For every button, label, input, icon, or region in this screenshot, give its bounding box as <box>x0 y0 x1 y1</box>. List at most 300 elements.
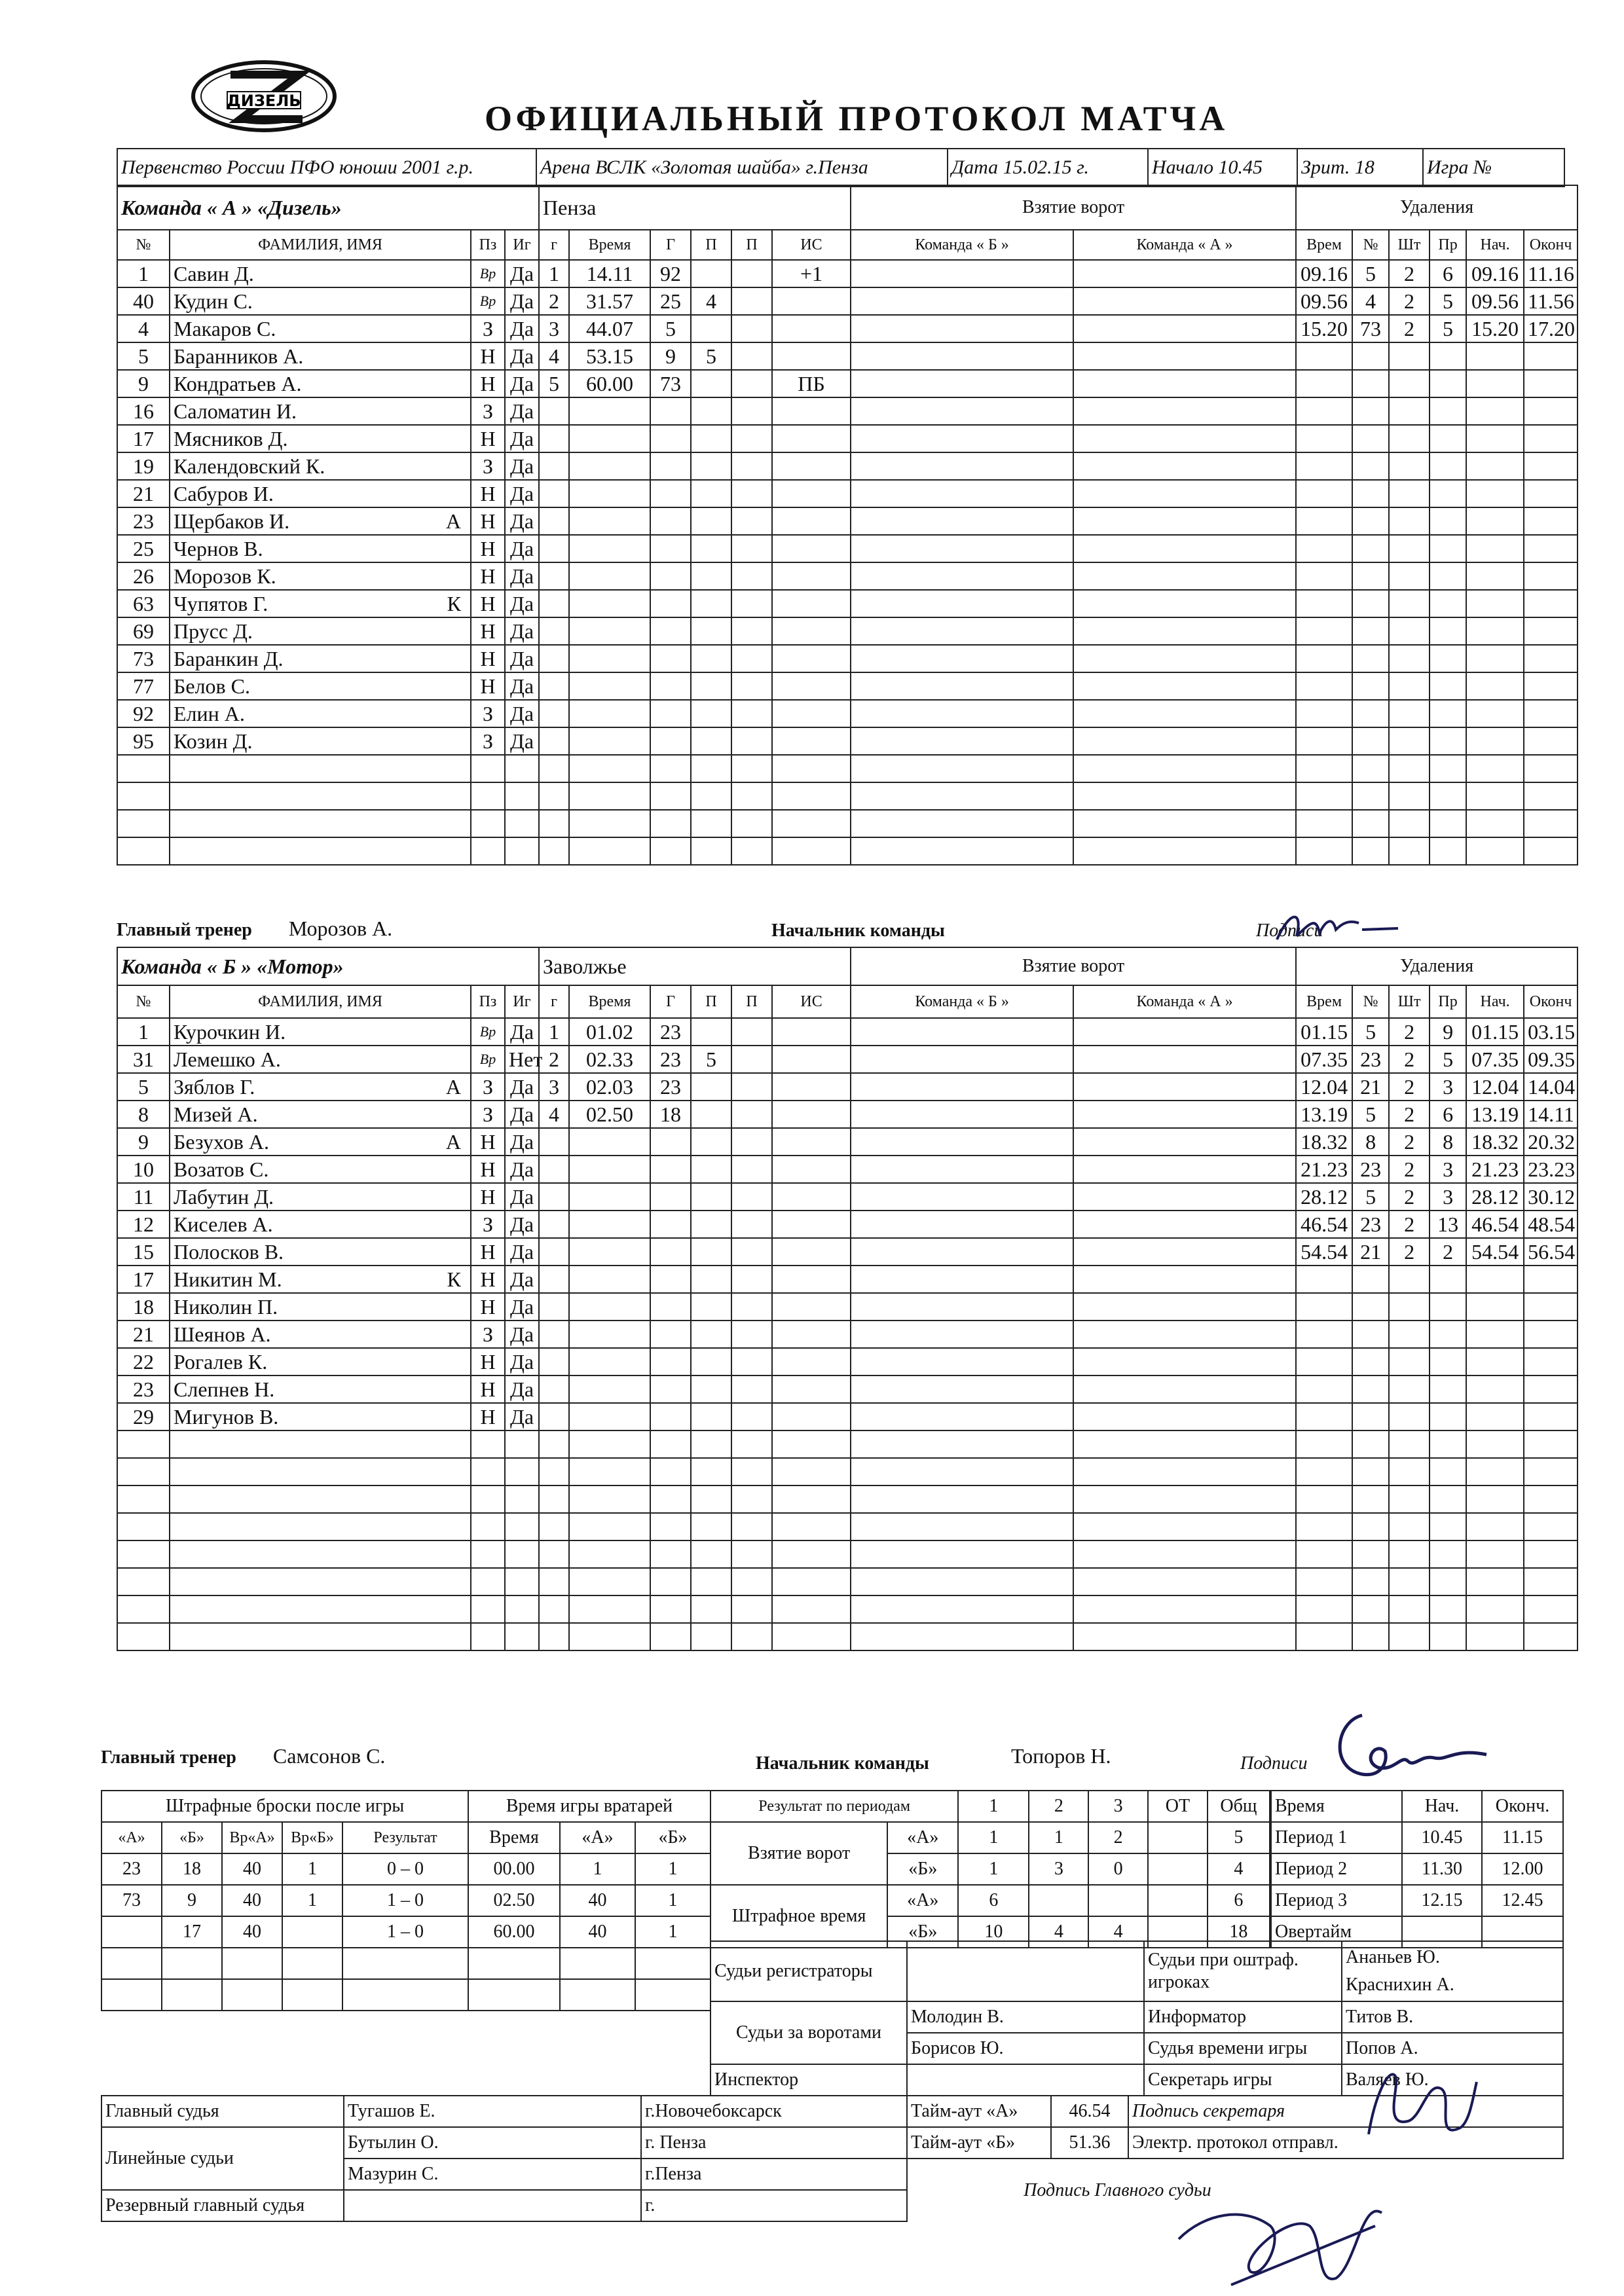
player-played <box>505 1485 539 1513</box>
goals-team-b-cell <box>851 287 1073 315</box>
player-played: Да <box>505 1293 539 1321</box>
goal-is <box>772 1046 851 1073</box>
goal-n <box>539 425 569 452</box>
penalty-end <box>1524 507 1578 535</box>
player-number: 16 <box>117 397 170 425</box>
player-number: 63 <box>117 590 170 617</box>
player-name-cell <box>170 1321 471 1348</box>
player-number: 1 <box>117 1018 170 1046</box>
goal-p1 <box>691 1211 731 1238</box>
column-header-goal-no: г <box>539 230 569 260</box>
goal-is <box>772 727 851 755</box>
penalty-min <box>1389 645 1430 672</box>
goal-time: 44.07 <box>569 315 650 342</box>
column-header-name: ФАМИЛИЯ, ИМЯ <box>170 230 471 260</box>
goalie-time-title: Время игры вратарей <box>468 1791 710 1822</box>
goal-p1 <box>691 1485 731 1513</box>
goal-judges-label: Судьи за воротами <box>710 2001 907 2064</box>
goals-team-b-cell <box>851 1238 1073 1266</box>
penalty-end <box>1524 1266 1578 1293</box>
goalie-time-cell: 60.00 <box>468 1916 560 1948</box>
column-header-time: Время <box>569 985 650 1018</box>
penalty-start <box>1466 1568 1524 1595</box>
penalty-min <box>1389 535 1430 562</box>
penalty-no <box>1352 645 1389 672</box>
player-number <box>117 1513 170 1540</box>
goals-team-b-cell <box>851 1376 1073 1403</box>
player-played: Да <box>505 1348 539 1376</box>
player-row <box>117 1183 1578 1211</box>
goalie-time-cell <box>468 1979 560 2011</box>
goal-p2 <box>731 1321 772 1348</box>
penalty-box-judge: Краснихин А. <box>1346 1975 1454 1995</box>
penalty-no <box>1352 810 1389 837</box>
player-row <box>117 1073 1578 1101</box>
goal-is <box>772 287 851 315</box>
player-position: Н <box>471 535 505 562</box>
goal-is <box>772 1458 851 1485</box>
player-row <box>117 397 1578 425</box>
goal-p1 <box>691 1321 731 1348</box>
goal-g <box>650 1238 691 1266</box>
penalty-end <box>1524 837 1578 865</box>
player-row <box>117 1376 1578 1403</box>
penalty-time: 01.15 <box>1296 1018 1352 1046</box>
goal-g <box>650 727 691 755</box>
period-col: 1 <box>958 1791 1029 1822</box>
goal-is <box>772 1485 851 1513</box>
goals-team-b-cell <box>851 1046 1073 1073</box>
goals-team-a-cell <box>1073 1348 1296 1376</box>
goal-p2 <box>731 617 772 645</box>
penalty-no: 73 <box>1352 315 1389 342</box>
player-number: 12 <box>117 1211 170 1238</box>
player-played: Да <box>505 535 539 562</box>
player-played <box>505 1568 539 1595</box>
goal-is <box>772 1156 851 1183</box>
team-b-city: Заволжье <box>539 947 851 985</box>
goal-g <box>650 1403 691 1430</box>
penalty-min: 2 <box>1389 1073 1430 1101</box>
shootout-cell <box>222 1979 282 2011</box>
penalty-min <box>1389 837 1430 865</box>
player-number: 69 <box>117 617 170 645</box>
player-position: З <box>471 700 505 727</box>
player-number <box>117 1430 170 1458</box>
player-row <box>117 1458 1578 1485</box>
timeout-b-label: Тайм-аут «Б» <box>907 2127 1051 2159</box>
player-name-cell <box>170 837 471 865</box>
shootout-cell: 40 <box>222 1853 282 1885</box>
penalty-no <box>1352 1266 1389 1293</box>
penalty-reason <box>1430 535 1466 562</box>
player-name-cell <box>170 672 471 700</box>
player-number: 8 <box>117 1101 170 1128</box>
goal-n <box>539 672 569 700</box>
penalty-reason: 13 <box>1430 1211 1466 1238</box>
penalty-min: 2 <box>1389 315 1430 342</box>
penalty-no <box>1352 480 1389 507</box>
player-number: 18 <box>117 1293 170 1321</box>
goal-is <box>772 480 851 507</box>
player-position: Н <box>471 617 505 645</box>
penalty-min: 2 <box>1389 287 1430 315</box>
penalty-start <box>1466 1595 1524 1623</box>
secretary-signature <box>1349 2056 1480 2154</box>
player-position: З <box>471 1321 505 1348</box>
goal-p2 <box>731 1156 772 1183</box>
column-header-p2: П <box>731 230 772 260</box>
goals-team-a-cell <box>1073 1485 1296 1513</box>
penalty-start: 01.15 <box>1466 1018 1524 1046</box>
player-name-cell <box>170 810 471 837</box>
shootout-cell: 18 <box>162 1853 222 1885</box>
penalty-time: 28.12 <box>1296 1183 1352 1211</box>
penalty-reason <box>1430 837 1466 865</box>
penalty-min <box>1389 1568 1430 1595</box>
main-referee-label: Главный судья <box>101 2096 344 2127</box>
player-number <box>117 1485 170 1513</box>
penalty-time <box>1296 782 1352 810</box>
penalty-min: 2 <box>1389 1238 1430 1266</box>
period-time-cell: Период 1 <box>1271 1822 1402 1853</box>
period-time-cell: 11.30 <box>1402 1853 1482 1885</box>
penalty-start: 13.19 <box>1466 1101 1524 1128</box>
column-header-p-no: № <box>1352 230 1389 260</box>
goal-p2 <box>731 1458 772 1485</box>
goal-g <box>650 1485 691 1513</box>
goal-time <box>569 1513 650 1540</box>
penalty-no <box>1352 370 1389 397</box>
team-b-title: Команда « Б » «Мотор» <box>117 947 539 985</box>
player-played: Да <box>505 397 539 425</box>
goal-g <box>650 645 691 672</box>
goals-team-a-cell <box>1073 1540 1296 1568</box>
goal-g <box>650 1623 691 1650</box>
penalty-reason <box>1430 452 1466 480</box>
goal-p2 <box>731 1376 772 1403</box>
player-position <box>471 1540 505 1568</box>
player-played: Да <box>505 645 539 672</box>
player-number: 19 <box>117 452 170 480</box>
column-header-played: Иг <box>505 230 539 260</box>
goalie-time-table <box>468 1790 711 2011</box>
goal-time <box>569 1156 650 1183</box>
period-cell: 0 <box>1088 1853 1148 1885</box>
player-played: Да <box>505 1211 539 1238</box>
penalty-reason <box>1430 727 1466 755</box>
penalty-no <box>1352 1595 1389 1623</box>
timeout-a: 46.54 <box>1051 2096 1128 2127</box>
goal-g <box>650 1513 691 1540</box>
player-played: Да <box>505 1101 539 1128</box>
player-row <box>117 480 1578 507</box>
goals-team-b-cell <box>851 562 1073 590</box>
penalty-end <box>1524 452 1578 480</box>
penalty-no <box>1352 1458 1389 1485</box>
period-cell: 3 <box>1029 1853 1088 1885</box>
goalie-time-cell: 00.00 <box>468 1853 560 1885</box>
penalty-start <box>1466 397 1524 425</box>
goalie-time-col: «А» <box>560 1822 635 1853</box>
team-b-coach-label: Главный тренер <box>101 1747 236 1768</box>
player-played: Да <box>505 370 539 397</box>
player-name-cell <box>170 1348 471 1376</box>
goal-time <box>569 590 650 617</box>
penalty-start <box>1466 562 1524 590</box>
goals-team-a-cell <box>1073 590 1296 617</box>
column-header-team-a: Команда « А » <box>1073 985 1296 1018</box>
player-row <box>117 1266 1578 1293</box>
penalty-time <box>1296 1376 1352 1403</box>
penalty-min <box>1389 590 1430 617</box>
goal-p2 <box>731 480 772 507</box>
penalty-no: 5 <box>1352 1183 1389 1211</box>
goal-n <box>539 397 569 425</box>
penalty-reason <box>1430 1485 1466 1513</box>
goal-g <box>650 562 691 590</box>
penalty-start <box>1466 1348 1524 1376</box>
penalty-no <box>1352 1376 1389 1403</box>
goal-is <box>772 1348 851 1376</box>
goal-p1: 5 <box>691 342 731 370</box>
penalty-start <box>1466 1513 1524 1540</box>
goals-team-b-cell <box>851 1458 1073 1485</box>
penalty-time <box>1296 1293 1352 1321</box>
column-header-no: № <box>117 985 170 1018</box>
penalty-time <box>1296 1623 1352 1650</box>
goal-p1 <box>691 1183 731 1211</box>
player-name-cell <box>170 1485 471 1513</box>
player-played <box>505 810 539 837</box>
column-header-pos: Пз <box>471 230 505 260</box>
goal-is <box>772 1403 851 1430</box>
goals-team-b-cell <box>851 1211 1073 1238</box>
player-name-cell <box>170 1458 471 1485</box>
goalie-time-cell <box>560 1948 635 1979</box>
player-name: Елин А. <box>174 701 245 725</box>
goal-time <box>569 672 650 700</box>
penalty-start <box>1466 480 1524 507</box>
player-name-cell <box>170 1211 471 1238</box>
penalty-min <box>1389 562 1430 590</box>
goals-team-b-cell <box>851 535 1073 562</box>
goal-n <box>539 1513 569 1540</box>
player-played: Да <box>505 1073 539 1101</box>
penalty-start <box>1466 700 1524 727</box>
shootout-cell <box>162 1948 222 1979</box>
goals-team-b-cell <box>851 260 1073 287</box>
column-header-p-min: Шт <box>1389 230 1430 260</box>
penalty-box-judge: Ананьев Ю. <box>1346 1947 1440 1967</box>
goal-p2 <box>731 1046 772 1073</box>
player-name: Саломатин И. <box>174 399 297 423</box>
player-number: 92 <box>117 700 170 727</box>
goal-is <box>772 1321 851 1348</box>
penalty-min <box>1389 672 1430 700</box>
penalty-start <box>1466 1540 1524 1568</box>
penalty-end <box>1524 700 1578 727</box>
penalty-min <box>1389 1595 1430 1623</box>
goal-n <box>539 507 569 535</box>
goal-judge: Борисов Ю. <box>907 2033 1144 2064</box>
player-row <box>117 1540 1578 1568</box>
goals-team-a-cell <box>1073 1101 1296 1128</box>
player-position: Н <box>471 342 505 370</box>
period-cell: 10 <box>958 1916 1029 1948</box>
shootout-cell <box>282 1916 342 1948</box>
penalty-end: 09.35 <box>1524 1046 1578 1073</box>
penalty-start <box>1466 1430 1524 1458</box>
player-name-cell <box>170 397 471 425</box>
player-position <box>471 810 505 837</box>
penalty-end <box>1524 1348 1578 1376</box>
goal-time <box>569 1430 650 1458</box>
player-name-cell <box>170 1073 471 1101</box>
player-name-cell <box>170 727 471 755</box>
penalty-min <box>1389 1458 1430 1485</box>
penalty-no: 23 <box>1352 1156 1389 1183</box>
goal-p1 <box>691 507 731 535</box>
period-cell: 1 <box>958 1853 1029 1885</box>
penalty-no <box>1352 1403 1389 1430</box>
penalty-reason <box>1430 700 1466 727</box>
shootout-cell: 17 <box>162 1916 222 1948</box>
player-played: Да <box>505 672 539 700</box>
goals-team-b-cell <box>851 727 1073 755</box>
player-name: Лабутин Д. <box>174 1184 274 1209</box>
player-played: Да <box>505 590 539 617</box>
reserve-referee-label: Резервный главный судья <box>101 2190 344 2221</box>
goal-p2 <box>731 425 772 452</box>
penalty-start <box>1466 425 1524 452</box>
penalty-min: 2 <box>1389 1046 1430 1073</box>
player-name-cell <box>170 645 471 672</box>
player-number <box>117 1540 170 1568</box>
penalty-end <box>1524 755 1578 782</box>
penalty-reason: 6 <box>1430 1101 1466 1128</box>
player-number <box>117 1595 170 1623</box>
goalie-time-cell: 40 <box>560 1885 635 1916</box>
penalty-end <box>1524 617 1578 645</box>
penalty-start <box>1466 535 1524 562</box>
goals-team-b-cell <box>851 1321 1073 1348</box>
penalty-end <box>1524 1293 1578 1321</box>
goal-g <box>650 700 691 727</box>
goal-time <box>569 452 650 480</box>
penalty-no: 23 <box>1352 1046 1389 1073</box>
goal-is <box>772 1513 851 1540</box>
player-name: Щербаков И. <box>174 509 290 533</box>
player-position: Н <box>471 1128 505 1156</box>
shootout-cell: 23 <box>101 1853 162 1885</box>
goals-header: Взятие ворот <box>851 185 1296 230</box>
player-position <box>471 1568 505 1595</box>
goals-team-b-cell <box>851 480 1073 507</box>
team-b-manager: Топоров Н. <box>1011 1744 1111 1768</box>
player-name: Слепнев Н. <box>174 1377 275 1401</box>
goal-p1 <box>691 1073 731 1101</box>
penalty-time: 15.20 <box>1296 315 1352 342</box>
penalty-start: 12.04 <box>1466 1073 1524 1101</box>
timekeeper: Попов А. <box>1342 2033 1563 2064</box>
penalty-start: 15.20 <box>1466 315 1524 342</box>
goal-p1 <box>691 425 731 452</box>
team-b-coach: Самсонов С. <box>272 1744 386 1768</box>
registrar-label: Судьи регистраторы <box>710 1941 907 2001</box>
goal-p2 <box>731 1348 772 1376</box>
column-header-p1: П <box>691 230 731 260</box>
goal-g <box>650 617 691 645</box>
goal-g <box>650 672 691 700</box>
goal-is <box>772 1073 851 1101</box>
player-row <box>117 370 1578 397</box>
match-header <box>117 148 1565 187</box>
goal-p1 <box>691 562 731 590</box>
goals-team-b-cell <box>851 425 1073 452</box>
penalty-time <box>1296 700 1352 727</box>
goals-team-a-cell <box>1073 1623 1296 1650</box>
penalty-time <box>1296 370 1352 397</box>
player-row <box>117 260 1578 287</box>
goal-p1 <box>691 782 731 810</box>
player-number: 73 <box>117 645 170 672</box>
goal-n <box>539 1156 569 1183</box>
goal-p1 <box>691 1513 731 1540</box>
period-cell <box>1148 1853 1208 1885</box>
penalty-start: 18.32 <box>1466 1128 1524 1156</box>
player-position: З <box>471 315 505 342</box>
player-row <box>117 1403 1578 1430</box>
penalty-min <box>1389 727 1430 755</box>
main-referee-signature-label: Подпись Главного судьи <box>1024 2179 1211 2200</box>
penalty-end <box>1524 590 1578 617</box>
goal-p1 <box>691 1348 731 1376</box>
periods-title: Результат по периодам <box>710 1791 958 1822</box>
period-times-table <box>1270 1790 1564 1948</box>
linesman: Мазурин С. <box>344 2159 641 2190</box>
goals-team-b-cell <box>851 1266 1073 1293</box>
player-role: К <box>447 591 461 615</box>
penalty-time <box>1296 617 1352 645</box>
shootout-col: «А» <box>101 1822 162 1853</box>
team-a-city: Пенза <box>539 185 851 230</box>
goals-team-a-cell <box>1073 782 1296 810</box>
period-time-cell: 11.15 <box>1482 1822 1563 1853</box>
penalty-no <box>1352 590 1389 617</box>
player-row <box>117 1513 1578 1540</box>
penalty-end <box>1524 1430 1578 1458</box>
penalty-no: 5 <box>1352 1018 1389 1046</box>
penalty-time: 54.54 <box>1296 1238 1352 1266</box>
period-cell: 1 <box>958 1822 1029 1853</box>
player-number: 4 <box>117 315 170 342</box>
player-name: Никитин М. <box>174 1267 282 1291</box>
penalty-min <box>1389 1485 1430 1513</box>
column-header-g: Г <box>650 230 691 260</box>
period-time-cell: Период 3 <box>1271 1885 1402 1916</box>
penalty-reason: 8 <box>1430 1128 1466 1156</box>
penalty-no: 21 <box>1352 1238 1389 1266</box>
goalie-time-cell: 1 <box>635 1916 710 1948</box>
goal-is <box>772 452 851 480</box>
goal-n <box>539 1540 569 1568</box>
penalty-start: 07.35 <box>1466 1046 1524 1073</box>
player-position: Вр <box>471 1046 505 1073</box>
goal-p2 <box>731 1623 772 1650</box>
goal-p2 <box>731 1211 772 1238</box>
goals-team-b-cell <box>851 1156 1073 1183</box>
